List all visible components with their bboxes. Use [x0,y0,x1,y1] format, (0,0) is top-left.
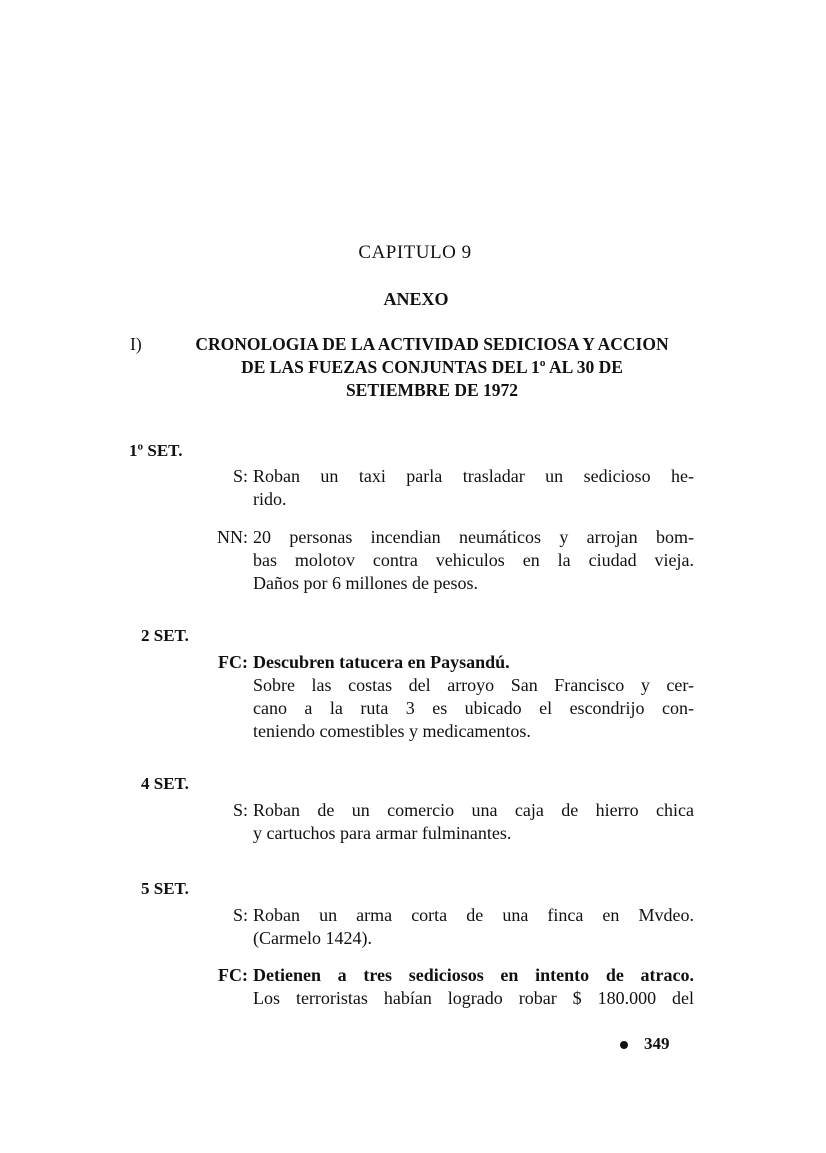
entry-code: FC: [218,965,248,985]
chronology-entry [160,964,700,1010]
page-footer [620,1034,700,1054]
date-label: 4 SET. [141,774,189,793]
chronology-entry [160,651,700,743]
chronology-entry [160,526,700,595]
entry-code: S: [232,800,248,820]
entry-line: cano a la ruta 3 es ubicado el escondrijo con- [253,698,694,718]
entry-code: NN: [217,527,248,547]
section-title-line: SETIEMBRE DE 1972 [345,380,519,400]
entry-body [253,651,694,743]
entry-line: 20 personas incendian neumáticos y arrojan bom- [253,527,694,547]
entry-body [253,799,694,845]
section-title-line: DE LAS FUEZAS CONJUNTAS DEL 1º AL 30 DE [241,357,623,377]
entry-code: S: [232,466,248,486]
entry-body [253,465,694,511]
entry-body [253,964,694,1010]
entry-line: Sobre las costas del arroyo San Francisco y cer- [253,675,694,695]
section-number: I) [130,334,142,354]
entry-line: y cartuchos para armar fulminantes. [253,823,512,843]
entry-code: FC: [218,652,248,672]
entry-heading: Detienen a tres sediciosos en intento de atraco. [253,965,694,985]
section-heading [130,333,710,402]
entry-code: S: [232,905,248,925]
page-number: 349 [644,1034,670,1053]
entry-line: (Carmelo 1424). [253,928,372,948]
entry-heading: Descubren tatucera en Paysandú. [253,652,510,672]
entry-line: Roban un arma corta de una finca en Mvdeo. [253,905,694,925]
entry-line: Daños por 6 millones de pesos. [253,573,478,593]
entry-line: teniendo comestibles y medicamentos. [253,721,531,741]
chronology-entry [160,799,700,845]
section-title-line: CRONOLOGIA DE LA ACTIVIDAD SEDICIOSA Y ACCION [195,334,669,354]
entry-line: Los terroristas habían logrado robar $ 180.000 del [253,988,694,1008]
entry-line: rido. [253,489,287,509]
date-label: 1º SET. [129,441,183,460]
chapter-heading: CAPITULO 9 [358,242,472,263]
entry-body [253,904,694,950]
entry-body [253,526,694,595]
date-label: 5 SET. [141,879,189,898]
entry-line: Roban un taxi parla trasladar un sedicioso he- [253,466,694,486]
entry-line: bas molotov contra vehiculos en la ciudad vieja. [253,550,694,570]
entry-line: Roban de un comercio una caja de hierro chica [253,800,694,820]
chronology-entry [160,904,700,950]
date-label: 2 SET. [141,626,189,645]
bullet-icon [620,1041,628,1049]
annex-heading: ANEXO [383,289,449,309]
chronology-entry [160,465,700,511]
section-title [168,333,696,402]
